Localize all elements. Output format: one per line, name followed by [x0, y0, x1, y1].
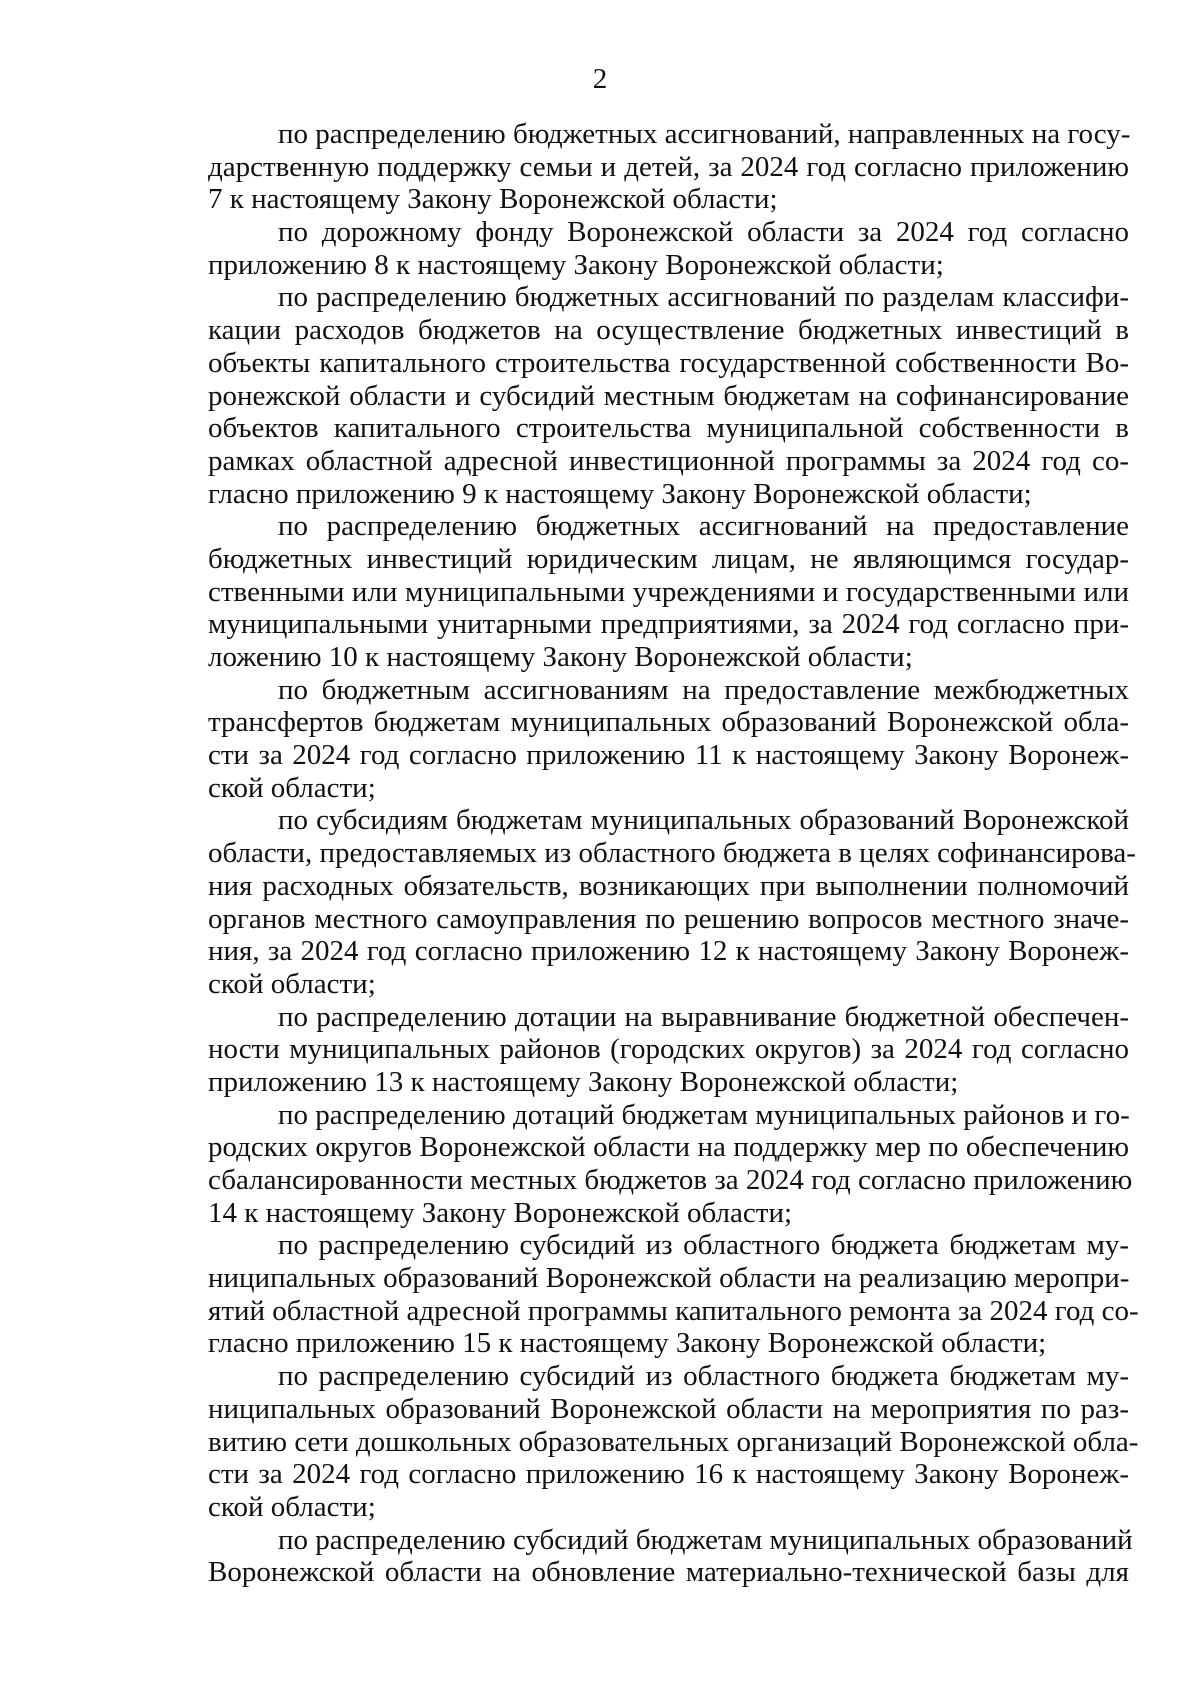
- text-line: 14 к настоящему Закону Воронежской области;: [208, 1196, 793, 1229]
- text-line: ской области;: [208, 771, 376, 804]
- text-line: по распределению бюджетных ассигнований, направленных на госу-: [278, 118, 1131, 150]
- text-line: 7 к настоящему Закону Воронежской области;: [208, 183, 778, 216]
- text-line: ности муниципальных районов (городских округов) за 2024 год согласно: [208, 1033, 1129, 1066]
- text-line: гласно приложению 15 к настоящему Закону Воронежской области;: [208, 1327, 1047, 1360]
- text-line: ниципальных образований Воронежской области на мероприятия по раз-: [208, 1392, 1129, 1425]
- paragraph: [208, 1360, 1139, 1523]
- text-line: ния расходных обязательств, возникающих при выполнении полномочий: [208, 869, 1129, 902]
- paragraph: [208, 674, 1129, 805]
- text-line: ятий областной адресной программы капитального ремонта за 2024 год со-: [208, 1294, 1139, 1327]
- paragraph: [208, 1098, 1133, 1230]
- text-line: витию сети дошкольных образовательных организаций Воронежской обла-: [208, 1425, 1139, 1458]
- text-line: по распределению субсидий из областного бюджета бюджетам му-: [278, 1360, 1129, 1393]
- text-line: по бюджетным ассигнованиям на предоставление межбюджетных: [278, 673, 1129, 706]
- page-number: 2: [592, 63, 608, 95]
- text-line: рамках областной адресной инвестиционной программы за 2024 год со-: [208, 444, 1129, 477]
- paragraph: [208, 804, 1136, 1000]
- text-line: приложению 13 к настоящему Закону Воронежской области;: [208, 1065, 959, 1098]
- text-line: по распределению субсидий бюджетам муниципальных образований: [278, 1523, 1133, 1556]
- paragraph: [208, 1523, 1133, 1589]
- text-line: по распределению дотации на выравнивание бюджетной обеспечен-: [278, 1000, 1129, 1033]
- text-line: по субсидиям бюджетам муниципальных образований Воронежской: [278, 804, 1129, 837]
- text-line: трансфертов бюджетам муниципальных образований Воронежской обла-: [208, 706, 1129, 739]
- text-line: приложению 8 к настоящему Закону Воронежской области;: [208, 248, 944, 281]
- text-line: ронежской области и субсидий местным бюджетам на софинансирование: [208, 379, 1129, 412]
- text-line: по распределению субсидий из областного бюджета бюджетам му-: [278, 1229, 1129, 1262]
- text-line: сбалансированности местных бюджетов за 2024 год согласно приложению: [208, 1164, 1133, 1196]
- text-line: кации расходов бюджетов на осуществление бюджетных инвестиций в: [208, 314, 1129, 347]
- text-line: родских округов Воронежской области на поддержку мер по обеспечению: [208, 1131, 1129, 1164]
- text-line: ственными или муниципальными учреждениями и государственными или: [208, 575, 1129, 608]
- text-line: по распределению дотаций бюджетам муниципальных районов и го-: [278, 1098, 1130, 1131]
- paragraph: [208, 1001, 1129, 1099]
- text-line: ложению 10 к настоящему Закону Воронежской области;: [208, 641, 913, 673]
- text-line: по распределению бюджетных ассигнований по разделам классифи-: [278, 281, 1129, 314]
- paragraph: [208, 281, 1129, 510]
- text-line: гласно приложению 9 к настоящему Закону Воронежской области;: [208, 477, 1032, 510]
- text-line: муниципальными унитарными предприятиями, за 2024 год согласно при-: [208, 608, 1129, 641]
- text-line: органов местного самоуправления по решению вопросов местного значе-: [208, 902, 1129, 935]
- text-line: Воронежской области на обновление материально-технической базы для: [208, 1556, 1129, 1589]
- document-body: [208, 118, 1139, 1589]
- text-line: по дорожному фонду Воронежской области за 2024 год согласно: [278, 216, 1129, 249]
- text-line: ской области;: [208, 1490, 376, 1523]
- text-line: бюджетных инвестиций юридическим лицам, не являющимся государ-: [208, 542, 1129, 575]
- text-line: ской области;: [208, 967, 376, 1000]
- text-line: объектов капитального строительства муниципальной собственности в: [208, 412, 1129, 445]
- text-line: сти за 2024 год согласно приложению 16 к настоящему Закону Воронеж-: [208, 1458, 1129, 1491]
- text-line: объекты капитального строительства государственной собственности Во-: [208, 346, 1129, 379]
- paragraph: [208, 510, 1129, 673]
- text-line: области, предоставляемых из областного бюджета в целях софинансирова-: [208, 837, 1136, 870]
- text-line: сти за 2024 год согласно приложению 11 к настоящему Закону Воронеж-: [208, 739, 1129, 772]
- paragraph: [208, 1229, 1139, 1360]
- text-line: ния, за 2024 год согласно приложению 12 к настоящему Закону Воронеж-: [208, 935, 1129, 968]
- paragraph: [208, 216, 1129, 281]
- text-line: дарственную поддержку семьи и детей, за 2024 год согласно приложению: [208, 150, 1129, 183]
- paragraph: [208, 118, 1129, 216]
- text-line: ниципальных образований Воронежской области на реализацию меропри-: [208, 1262, 1130, 1295]
- text-line: по распределению бюджетных ассигнований на предоставление: [278, 510, 1129, 543]
